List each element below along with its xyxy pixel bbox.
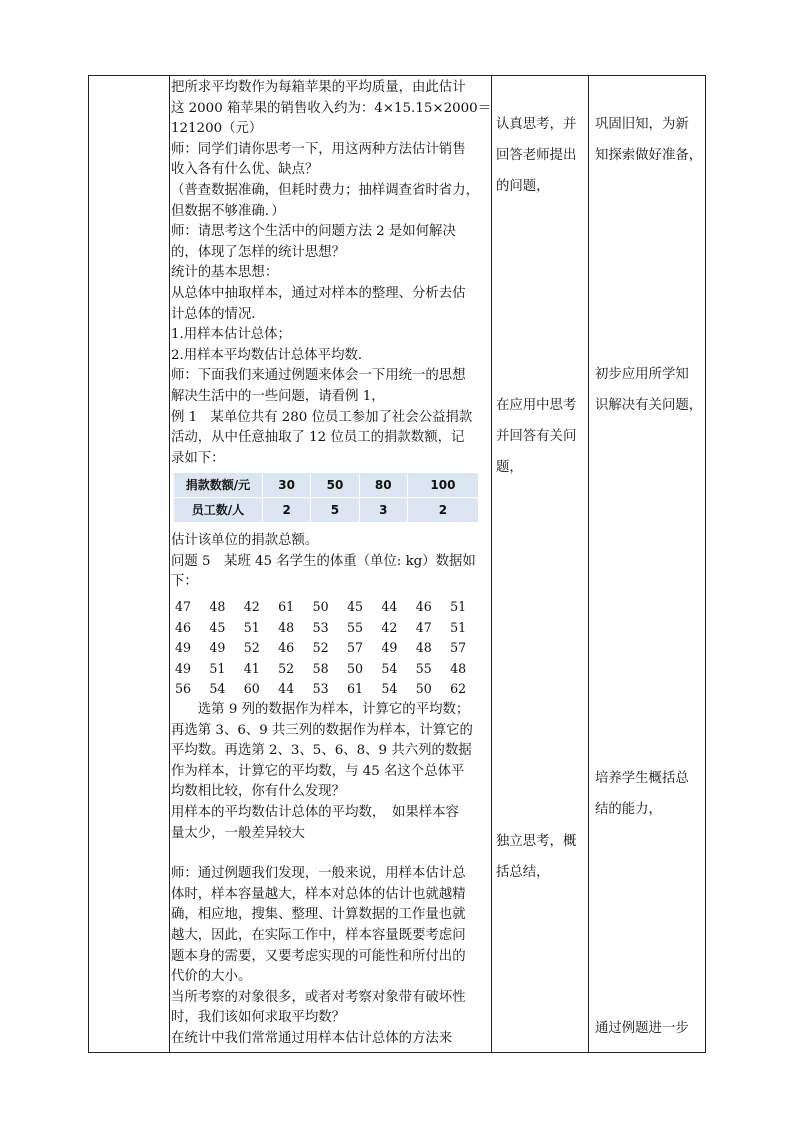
weight-value: 42 bbox=[381, 619, 398, 635]
text-line: 从总体中抽取样本，通过对样本的整理、分析去估 bbox=[171, 285, 466, 301]
weight-value: 57 bbox=[346, 640, 363, 656]
text-line: 估计该单位的捐款总额。 bbox=[171, 533, 319, 549]
weight-value: 51 bbox=[450, 599, 467, 615]
table-cell: 5 bbox=[311, 498, 359, 523]
weight-value: 47 bbox=[415, 619, 432, 635]
text-line: 2.用样本平均数估计总体平均数． bbox=[171, 347, 372, 363]
student-activity-1 bbox=[496, 109, 588, 202]
text-line: 选第 9 列的数据作为样本，计算它的平均数； bbox=[197, 702, 470, 718]
text-line: 当所考察的对象很多，或者对考察对象带有破坏性 bbox=[171, 989, 466, 1005]
weight-value: 62 bbox=[450, 681, 467, 697]
table-row bbox=[174, 473, 479, 498]
table-cell: 50 bbox=[311, 473, 359, 498]
weight-value: 52 bbox=[278, 660, 295, 676]
weight-value: 41 bbox=[243, 660, 260, 676]
text-line: 时，我们该如何求取平均数？ bbox=[171, 1010, 346, 1026]
weight-row bbox=[175, 659, 493, 680]
donation-table bbox=[173, 472, 479, 523]
table-cell: 2 bbox=[407, 498, 478, 523]
table-header-cell: 捐款数额/元 bbox=[174, 473, 263, 498]
text-line: 体时，样本容量越大，样本对总体的估计也就越精 bbox=[171, 886, 466, 902]
text-line: 题， bbox=[496, 460, 523, 475]
weight-value: 48 bbox=[450, 660, 467, 676]
weight-value: 55 bbox=[415, 660, 432, 676]
weight-value: 48 bbox=[415, 640, 432, 656]
weight-value: 46 bbox=[415, 599, 432, 615]
text-line: 越大，因此，在实际工作中，样本容量既要考虑问 bbox=[171, 927, 466, 943]
weight-value: 49 bbox=[175, 660, 192, 676]
text-line: 但数据不够准确．） bbox=[171, 203, 285, 219]
text-line: 代价的大小。 bbox=[171, 969, 252, 985]
teaching-content-column bbox=[171, 78, 493, 1050]
weight-value: 46 bbox=[278, 640, 295, 656]
text-line: 作为样本，计算它的平均数，与 45 名这个总体平 bbox=[171, 763, 465, 779]
text-line: 收入各有什么优、缺点？ bbox=[171, 162, 319, 178]
text-line: 平均数。再选第 2、3、5、6、8、9 共六列的数据 bbox=[171, 743, 472, 759]
text-line: 的，体现了怎样的统计思想？ bbox=[171, 244, 346, 260]
weight-value: 61 bbox=[346, 681, 363, 697]
text-line: 再选第 3、6、9 共三列的数据作为样本，计算它的 bbox=[171, 722, 473, 738]
text-line: 结的能力， bbox=[595, 802, 662, 817]
text-line: 121200（元） bbox=[171, 121, 263, 137]
text-line: 例 1 某单位共有 280 位员工参加了社会公益捐款 bbox=[171, 409, 473, 425]
text-line: 回答老师提出 bbox=[496, 148, 577, 163]
content-paragraph-a bbox=[171, 78, 493, 469]
weight-value: 50 bbox=[346, 660, 363, 676]
text-line: 通过例题进一步 bbox=[595, 1021, 689, 1036]
weight-value: 49 bbox=[175, 640, 192, 656]
table-header-cell: 员工数/人 bbox=[174, 498, 263, 523]
weight-value: 51 bbox=[450, 619, 467, 635]
text-line: 这 2000 箱苹果的销售收入约为：4×15.15×2000＝ bbox=[171, 100, 492, 116]
text-line: 识解决有关问题， bbox=[595, 398, 703, 413]
weight-value: 52 bbox=[312, 640, 329, 656]
text-line: 初步应用所学知 bbox=[595, 367, 689, 382]
weight-value: 55 bbox=[346, 619, 363, 635]
text-line: 括总结， bbox=[496, 865, 550, 880]
table-cell: 2 bbox=[263, 498, 311, 523]
content-paragraph-d bbox=[171, 864, 493, 1049]
content-paragraph-b bbox=[171, 531, 493, 593]
table-cell: 100 bbox=[407, 473, 478, 498]
text-line: 师：同学们请你思考一下，用这两种方法估计销售 bbox=[171, 141, 466, 157]
weight-value: 48 bbox=[278, 619, 295, 635]
text-line: 在统计中我们常常通过用样本估计总体的方法来 bbox=[171, 1030, 453, 1046]
text-line: 的问题， bbox=[496, 179, 550, 194]
weight-value: 53 bbox=[312, 681, 329, 697]
text-line: 计总体的情况． bbox=[171, 306, 265, 322]
text-line: 并回答有关问 bbox=[496, 429, 577, 444]
weight-value: 51 bbox=[243, 619, 260, 635]
student-activity-2 bbox=[496, 390, 588, 483]
weight-value: 45 bbox=[209, 619, 226, 635]
text-line: 用样本的平均数估计总体的平均数， 如果样本容 bbox=[171, 805, 459, 820]
design-purpose-3 bbox=[595, 763, 705, 825]
column-divider bbox=[588, 76, 589, 1052]
weight-value: 44 bbox=[381, 599, 398, 615]
text-line: 师：下面我们来通过例题来体会一下用统一的思想 bbox=[171, 368, 466, 384]
text-line: 知探索做好准备， bbox=[595, 148, 703, 163]
weight-row bbox=[175, 618, 493, 639]
text-line: 在应用中思考 bbox=[496, 398, 577, 413]
text-line: 活动，从中任意抽取了 12 位员工的捐款数额，记 bbox=[171, 430, 465, 446]
text-line: 确，相应地，搜集、整理、计算数据的工作量也就 bbox=[171, 907, 466, 923]
weight-value: 53 bbox=[312, 619, 329, 635]
text-line: 解决生活中的一些问题，请看例 1， bbox=[171, 388, 385, 404]
text-line: 师：请思考这个生活中的问题方法 2 是如何解决 bbox=[171, 224, 456, 240]
text-line: 培养学生概括总 bbox=[595, 771, 689, 786]
text-line: 均数相比较，你有什么发现？ bbox=[171, 784, 346, 800]
weight-value: 51 bbox=[209, 660, 226, 676]
table-cell: 80 bbox=[359, 473, 407, 498]
design-purpose-4 bbox=[595, 1013, 705, 1044]
table-row bbox=[174, 498, 479, 523]
weight-value: 50 bbox=[415, 681, 432, 697]
text-line: 量太少，一般差异较大 bbox=[171, 825, 305, 841]
weight-value: 48 bbox=[209, 599, 226, 615]
weight-value: 54 bbox=[209, 681, 226, 697]
weight-value: 60 bbox=[243, 681, 260, 697]
design-purpose-1 bbox=[595, 109, 705, 171]
weight-data-grid bbox=[175, 597, 493, 700]
table-cell: 3 bbox=[359, 498, 407, 523]
design-purpose-2 bbox=[595, 359, 705, 421]
weight-value: 57 bbox=[450, 640, 467, 656]
weight-row bbox=[175, 679, 493, 700]
text-line: 师：通过例题我们发现，一般来说，用样本估计总 bbox=[171, 866, 466, 882]
weight-value: 54 bbox=[381, 681, 398, 697]
text-line: 下： bbox=[171, 574, 198, 590]
weight-value: 47 bbox=[175, 599, 192, 615]
text-line: 题本身的需要，又要考虑实现的可能性和所付出的 bbox=[171, 948, 466, 964]
text-line: 巩固旧知，为新 bbox=[595, 117, 689, 132]
weight-row bbox=[175, 597, 493, 618]
weight-value: 44 bbox=[278, 681, 295, 697]
text-line: 问题 5 某班 45 名学生的体重（单位: kg）数据如 bbox=[171, 553, 476, 569]
column-divider bbox=[169, 76, 170, 1052]
text-line: 认真思考，并 bbox=[496, 117, 577, 132]
text-line: 把所求平均数作为每箱苹果的平均质量，由此估计 bbox=[171, 80, 466, 95]
weight-value: 46 bbox=[175, 619, 192, 635]
text-line: 录如下： bbox=[171, 450, 225, 466]
weight-value: 45 bbox=[346, 599, 363, 615]
text-line: 1.用样本估计总体； bbox=[171, 327, 291, 343]
text-line: （普查数据准确，但耗时费力；抽样调查省时省力， bbox=[171, 182, 479, 198]
weight-value: 56 bbox=[175, 681, 192, 697]
weight-row bbox=[175, 638, 493, 659]
weight-value: 49 bbox=[381, 640, 398, 656]
weight-value: 52 bbox=[243, 640, 260, 656]
weight-value: 49 bbox=[209, 640, 226, 656]
weight-value: 54 bbox=[381, 660, 398, 676]
content-paragraph-c bbox=[171, 700, 493, 844]
weight-value: 58 bbox=[312, 660, 329, 676]
lesson-table bbox=[88, 75, 706, 1053]
student-activity-3 bbox=[496, 826, 588, 888]
text-line: 统计的基本思想： bbox=[171, 265, 279, 281]
text-line: 独立思考，概 bbox=[496, 834, 577, 849]
weight-value: 42 bbox=[243, 599, 260, 615]
weight-value: 61 bbox=[278, 599, 295, 615]
spacer bbox=[171, 844, 493, 864]
table-cell: 30 bbox=[263, 473, 311, 498]
weight-value: 50 bbox=[312, 599, 329, 615]
